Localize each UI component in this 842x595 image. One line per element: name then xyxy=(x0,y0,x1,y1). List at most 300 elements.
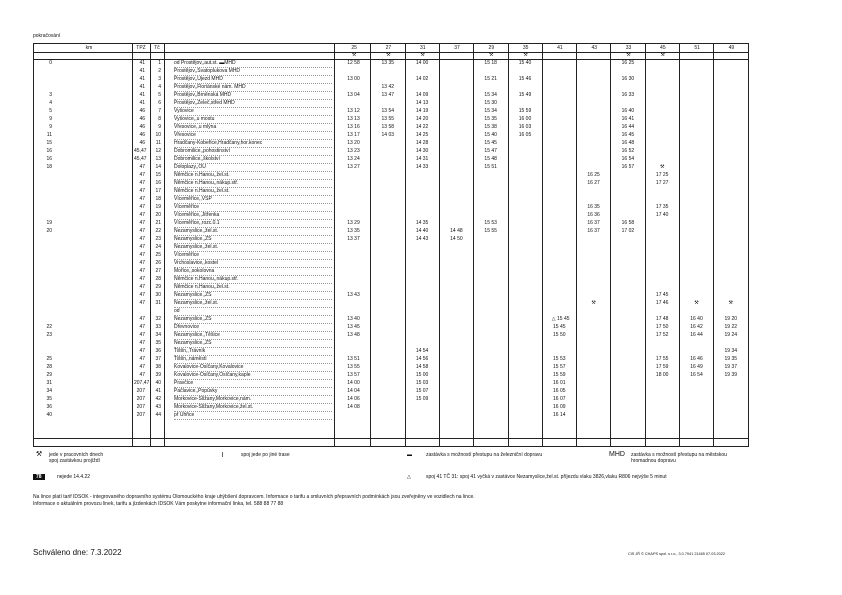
workday-symbol: ⚒ xyxy=(626,52,631,58)
station-name: Hradčany-Kobeřice,Hradčany,hor.konec xyxy=(174,140,332,148)
departure-time: 16 27 xyxy=(587,180,600,186)
departure-time: 14 02 xyxy=(415,76,429,82)
tpz-value: 207 xyxy=(136,404,145,410)
departure-time: 13 00 xyxy=(347,76,360,82)
train-icon: ▬ xyxy=(407,452,412,458)
station-row xyxy=(34,108,748,115)
departure-time: 14 22 xyxy=(415,124,429,130)
departure-time: 17 48 xyxy=(655,316,669,322)
divider xyxy=(405,44,406,446)
station-row xyxy=(34,364,748,371)
station-row xyxy=(34,212,748,219)
km-value: 16 xyxy=(46,148,52,154)
tpz-value: 47 xyxy=(139,348,145,354)
station-row xyxy=(34,148,748,155)
departure-time: 16 58 xyxy=(621,220,635,226)
stop-number: 19 xyxy=(155,204,161,210)
km-value: 0 xyxy=(49,60,52,66)
stop-number: 9 xyxy=(158,124,161,130)
legend-mhd-transfer: zastávka s možností přestupu na městskou hromadnou dopravu xyxy=(631,452,727,464)
departure-time: 17 50 xyxy=(655,324,669,330)
station-row xyxy=(34,100,748,107)
departure-time: 16 49 xyxy=(690,364,703,370)
stop-number: 3 xyxy=(158,76,161,82)
legend-workdays: jede v pracovních dnech xyxy=(49,452,104,458)
station-row xyxy=(34,236,748,243)
km-value: 34 xyxy=(46,388,52,394)
departure-time: 14 03 xyxy=(381,132,395,138)
train-number: 43 xyxy=(591,45,598,51)
departure-time: 19 34 xyxy=(724,348,738,354)
stop-number: 13 xyxy=(155,156,161,162)
tpz-value: 47 xyxy=(139,268,145,274)
departure-time: 16 14 xyxy=(553,412,566,418)
station-name: Pravčice xyxy=(174,380,332,388)
station-name: Morkovice-Slížany,Morkovice,žel.st. xyxy=(174,404,332,412)
tpz-value: 47 xyxy=(139,244,145,250)
stop-number: 27 xyxy=(155,268,161,274)
station-name: Dobromilice,,školství xyxy=(174,156,332,164)
station-name: Němčice n.Hanou,,žel.st. xyxy=(174,284,332,292)
stop-number: 6 xyxy=(158,100,161,106)
km-value: 9 xyxy=(49,116,52,122)
station-name: Nezamyslice,,Těšice xyxy=(174,332,332,340)
tpz-value: 46 xyxy=(139,132,145,138)
departure-time: 14 48 xyxy=(450,228,463,234)
station-row xyxy=(34,268,748,275)
station-row xyxy=(34,324,748,331)
workday-symbol: ⚒ xyxy=(351,52,357,58)
tpz-value: 47 xyxy=(139,212,145,218)
station-row xyxy=(34,396,748,403)
stop-number: 25 xyxy=(155,252,161,258)
departure-time: 17 40 xyxy=(655,212,669,218)
station-row xyxy=(34,204,748,211)
tpz-value: 47 xyxy=(139,324,145,330)
tpz-value: 47 xyxy=(139,164,145,170)
departure-time: 13 23 xyxy=(347,148,360,154)
departure-time: 16 45 xyxy=(621,132,635,138)
station-name: Tištín,,Trávník xyxy=(174,348,332,356)
departure-time: 15 07 xyxy=(415,388,429,394)
tpz-value: 47 xyxy=(139,332,145,338)
departure-time: 16 09 xyxy=(553,404,566,410)
divider xyxy=(34,438,748,439)
badge-78-label: 78 xyxy=(33,474,45,480)
km-value: 29 xyxy=(46,372,52,378)
stop-number: 17 xyxy=(155,188,161,194)
departure-time: 13 43 xyxy=(347,292,360,298)
departure-time: 15 34 xyxy=(484,108,497,114)
workday-symbol: ⚒ xyxy=(660,52,666,58)
departure-time: 13 40 xyxy=(347,316,360,322)
stop-number: 29 xyxy=(155,284,161,290)
divider xyxy=(645,44,646,446)
departure-time: 16 30 xyxy=(621,76,635,82)
departure-time: 15 49 xyxy=(518,92,532,98)
tpz-value: 207 xyxy=(136,388,145,394)
departure-time: 15 00 xyxy=(415,372,429,378)
departure-time: 19 24 xyxy=(724,332,738,338)
train-number: 49 xyxy=(728,45,735,51)
departure-time: 15 09 xyxy=(415,396,429,402)
station-name: Pačlavice,,Popůvky xyxy=(174,388,332,396)
tpz-value: 41 xyxy=(139,84,145,90)
stop-number: 33 xyxy=(155,324,161,330)
departure-time: 16 03 xyxy=(518,124,532,130)
departure-time: 14 09 xyxy=(415,92,429,98)
departure-time: 14 31 xyxy=(415,156,429,162)
station-name: od Prostějov,,aut.st. ▬MHD xyxy=(174,60,332,68)
departure-time: 15 48 xyxy=(484,156,497,162)
station-row xyxy=(34,284,748,291)
tpz-value: 47 xyxy=(139,316,145,322)
tpz-value: 47 xyxy=(139,228,145,234)
station-name: Vřesovice xyxy=(174,132,332,140)
station-row xyxy=(34,380,748,387)
km-value: 35 xyxy=(46,396,52,402)
stop-number: 26 xyxy=(155,260,161,266)
departure-time: 15 57 xyxy=(553,364,566,370)
divider xyxy=(439,44,440,446)
departure-time: 13 51 xyxy=(347,356,360,362)
station-name: Prostějov,,Újezd MHD xyxy=(174,76,332,84)
departure-time: 19 20 xyxy=(724,316,738,322)
departure-time: ⚒ xyxy=(694,300,699,306)
departure-time: 19 22 xyxy=(724,324,738,330)
departure-time: 16 01 xyxy=(553,380,566,386)
triangle-icon: △ xyxy=(407,474,411,480)
note-line-2: Informace o aktuálním provozu linek, tarifu a jízdenkách IDSOK Vám poskytne informační linka, tel. 588 88 77 88 xyxy=(33,500,284,507)
departure-time: 15 59 xyxy=(553,372,566,378)
stop-number: 2 xyxy=(158,68,161,74)
stop-number: 21 xyxy=(155,220,161,226)
station-name: Doloplazy,,OÚ xyxy=(174,164,332,172)
departure-time: 19 37 xyxy=(724,364,738,370)
departure-time: 16 25 xyxy=(587,172,600,178)
departure-time: 16 52 xyxy=(621,148,635,154)
workday-symbol: ⚒ xyxy=(489,52,494,58)
departure-time: 15 38 xyxy=(484,124,497,130)
departure-time: 13 20 xyxy=(347,140,360,146)
tpz-value: 41 xyxy=(139,92,145,98)
km-value: 11 xyxy=(46,132,52,138)
departure-time: 19 35 xyxy=(724,356,738,362)
stop-number: 14 xyxy=(155,164,161,170)
departure-time: ⚒ xyxy=(659,164,665,170)
departure-time: 15 47 xyxy=(484,148,497,154)
departure-time: 15 35 xyxy=(484,116,497,122)
departure-time: ⚒ xyxy=(591,300,596,306)
train-number: 27 xyxy=(385,45,392,51)
stop-number: 40 xyxy=(155,380,161,386)
station-row xyxy=(34,76,748,83)
station-name: Tištín,,náměstí xyxy=(174,356,332,364)
departure-time: ⚒ xyxy=(728,300,734,306)
departure-time: 13 27 xyxy=(347,164,360,170)
departure-time: 15 46 xyxy=(518,76,532,82)
departure-time: 13 29 xyxy=(347,220,360,226)
train-number: 33 xyxy=(625,45,632,51)
stop-number: 32 xyxy=(155,316,161,322)
departure-time: 15 51 xyxy=(484,164,497,170)
departure-time: 14 25 xyxy=(415,132,429,138)
stop-number: 20 xyxy=(155,212,161,218)
departure-time: 13 17 xyxy=(347,132,360,138)
station-row xyxy=(34,180,748,187)
tpz-value: 46 xyxy=(139,116,145,122)
tpz-value: 46 xyxy=(139,140,145,146)
departure-time: 16 48 xyxy=(621,140,635,146)
station-name: Kovalovice-Osíčany,Kovalovice xyxy=(174,364,332,372)
tpz-value: 41 xyxy=(139,60,145,66)
departure-time: 14 28 xyxy=(415,140,429,146)
hammer-icon: ⚒ xyxy=(35,451,43,458)
station-row xyxy=(34,92,748,99)
badge-78 xyxy=(33,474,45,480)
station-row xyxy=(34,196,748,203)
departure-time: 14 00 xyxy=(347,380,360,386)
stop-number: 10 xyxy=(155,132,161,138)
km-value: 9 xyxy=(49,124,52,130)
departure-time: 13 48 xyxy=(347,332,360,338)
stop-number: 42 xyxy=(155,396,161,402)
legend-connection-wait: spoj 41 TČ 31: spoj 41 vyčká v zastávce Nezamyslice,žel.st. příjezdu vlaku 3826,vlaku R806 nejvýše 5 minut xyxy=(426,474,667,480)
departure-time: 15 53 xyxy=(484,220,497,226)
station-name: Nezamyslice,,ZŠ xyxy=(174,316,332,324)
departure-time: 15 45 xyxy=(553,324,566,330)
train-number: 25 xyxy=(351,45,357,51)
station-row xyxy=(34,252,748,259)
departure-time: 16 54 xyxy=(690,372,703,378)
departure-time: 16 05 xyxy=(553,388,566,394)
continuation-label: pokračování xyxy=(33,33,61,39)
station-name: Nezamyslice,,ZŠ xyxy=(174,292,332,300)
departure-time: 17 25 xyxy=(655,172,669,178)
station-name: Vyšovice xyxy=(174,108,332,116)
stop-number: 31 xyxy=(155,300,161,306)
divider xyxy=(713,44,714,446)
stop-number: 23 xyxy=(155,236,161,242)
departure-time: △ 15 45 xyxy=(551,316,570,322)
departure-time: 13 42 xyxy=(381,84,395,90)
station-row xyxy=(34,260,748,267)
tpz-value: 47 xyxy=(139,340,145,346)
stop-number: 16 xyxy=(155,180,161,186)
station-name: Němčice n.Hanou,,žel.st. xyxy=(174,188,332,196)
station-row xyxy=(34,60,748,67)
train-number: 35 xyxy=(522,45,529,51)
tpz-value: 41 xyxy=(139,100,145,106)
departure-time: 13 55 xyxy=(381,116,395,122)
departure-time: 16 07 xyxy=(553,396,566,402)
station-name: Kovalovice-Osíčany,Osíčany,kaple xyxy=(174,372,332,380)
mhd-label: MHD xyxy=(609,451,625,458)
departure-time: 17 35 xyxy=(655,204,669,210)
departure-time: 14 35 xyxy=(415,220,429,226)
station-name: Prostějov,,Brněnská MHD xyxy=(174,92,332,100)
tpz-value: 207,47 xyxy=(134,380,150,386)
stop-number: 43 xyxy=(155,404,161,410)
departure-time: 13 57 xyxy=(347,372,360,378)
departure-time: 16 37 xyxy=(587,228,600,234)
departure-time: 15 40 xyxy=(518,60,532,66)
km-value: 5 xyxy=(49,108,52,114)
departure-time: 15 18 xyxy=(484,60,497,66)
station-row xyxy=(34,300,748,307)
departure-time: 17 45 xyxy=(655,292,669,298)
station-row xyxy=(34,412,748,419)
departure-time: 17 27 xyxy=(655,180,669,186)
departure-time: 15 40 xyxy=(484,132,497,138)
departure-time: 15 55 xyxy=(484,228,497,234)
departure-time: 15 59 xyxy=(518,108,532,114)
departure-time: 14 50 xyxy=(450,236,463,242)
departure-time: 16 41 xyxy=(621,116,635,122)
departure-time: 13 55 xyxy=(347,364,360,370)
tpz-value: 47 xyxy=(139,292,145,298)
departure-time: 18 00 xyxy=(655,372,669,378)
stop-number: 8 xyxy=(158,116,161,122)
stop-number: 41 xyxy=(155,388,161,394)
departure-time: 13 13 xyxy=(347,116,360,122)
station-name: Víceměřice,,rozc.0.1 xyxy=(174,220,332,228)
stop-number: 5 xyxy=(158,92,161,98)
stop-number: 37 xyxy=(155,356,161,362)
departure-time: 16 42 xyxy=(690,324,703,330)
departure-time: 16 46 xyxy=(690,356,703,362)
stop-number: 24 xyxy=(155,244,161,250)
stop-number: 28 xyxy=(155,276,161,282)
departure-time: 17 55 xyxy=(655,356,669,362)
divider xyxy=(508,44,509,446)
tpz-value: 47 xyxy=(139,236,145,242)
station-row xyxy=(34,308,748,315)
tpz-value: 47 xyxy=(139,372,145,378)
departure-time: 16 25 xyxy=(621,60,635,66)
tpz-value: 47 xyxy=(139,188,145,194)
departure-time: 15 50 xyxy=(553,332,566,338)
station-row xyxy=(34,316,748,323)
km-value: 28 xyxy=(46,364,52,370)
station-row xyxy=(34,140,748,147)
station-row xyxy=(34,388,748,395)
km-value: 40 xyxy=(46,412,52,418)
stop-number: 4 xyxy=(158,84,161,90)
tpz-value: 41 xyxy=(139,76,145,82)
km-header: km xyxy=(85,45,93,51)
note-line-1: Na lince platí tarif IDSOK - integrovaného dopravního systému Olomouckého kraje uhýbšení dopravcem. Informace o tarifu a smluvních přepravních podmínkách jsou zveřejněny ve vozidlech na lince. xyxy=(33,494,475,500)
km-value: 23 xyxy=(46,332,52,338)
approval-date: Schváleno dne: 7.3.2022 xyxy=(33,548,122,557)
tpz-value: 207 xyxy=(136,412,145,418)
departure-time: 16 00 xyxy=(518,116,532,122)
station-name: Nezamyslice,,ZŠ xyxy=(174,340,332,348)
station-row xyxy=(34,188,748,195)
train-number: 51 xyxy=(694,45,700,51)
legend-not-running: nejede 14.4.22 xyxy=(57,474,91,480)
station-name: Prostějov,,Svatoplukova MHD xyxy=(174,68,332,76)
tpz-value: 46 xyxy=(139,124,145,130)
tpz-value: 47 xyxy=(139,260,145,266)
tpz-value: 47 xyxy=(139,180,145,186)
departure-time: 13 04 xyxy=(347,92,360,98)
station-row xyxy=(34,292,748,299)
station-row xyxy=(34,84,748,91)
tariff-note xyxy=(33,494,753,507)
km-value: 25 xyxy=(46,356,52,362)
departure-time: 16 35 xyxy=(587,204,600,210)
km-value: 4 xyxy=(49,100,52,106)
station-name: Dřevnovice xyxy=(174,324,332,332)
train-number: 29 xyxy=(488,45,495,51)
station-name: Morkovice-Slížany,Morkovice,nám. xyxy=(174,396,332,404)
stop-number: 22 xyxy=(155,228,161,234)
stop-number: 1 xyxy=(158,60,161,66)
departure-time: 16 44 xyxy=(621,124,635,130)
station-name: Nezamyslice,,žel.st. xyxy=(174,244,332,252)
stop-number: 36 xyxy=(155,348,161,354)
station-name: Prostějov,,Želeč,střed MHD xyxy=(174,100,332,108)
station-name: Víceměřice,,Jitřenka xyxy=(174,212,332,220)
km-value: 16 xyxy=(46,156,52,162)
departure-time: 14 08 xyxy=(347,404,360,410)
station-row xyxy=(34,404,748,411)
tpz-value: 47 xyxy=(139,276,145,282)
station-row xyxy=(34,356,748,363)
departure-time: 13 54 xyxy=(381,108,395,114)
tpz-value: 47 xyxy=(139,364,145,370)
station-name: Němčice n.Hanou,,žel.st. xyxy=(174,172,332,180)
departure-time: 19 39 xyxy=(724,372,738,378)
departure-time: 15 45 xyxy=(484,140,497,146)
station-name: Nezamyslice,,žel.st. xyxy=(174,228,332,236)
departure-time: 13 45 xyxy=(347,324,360,330)
departure-time: 13 58 xyxy=(381,124,395,130)
departure-time: 12 58 xyxy=(347,60,360,66)
km-value: 22 xyxy=(46,324,52,330)
legend-other-route: spoj jede po jiné trase xyxy=(241,452,290,458)
departure-time: 14 54 xyxy=(415,348,429,354)
departure-time: 17 46 xyxy=(655,300,669,306)
departure-time: 16 40 xyxy=(621,108,635,114)
departure-time: 16 37 xyxy=(587,220,600,226)
divider xyxy=(370,44,371,446)
km-value: 36 xyxy=(46,404,52,410)
divider xyxy=(610,44,611,446)
departure-time: 14 19 xyxy=(415,108,429,114)
footer-code: CIS JŘ © CHAPS spol. s r.o., 3.0.7941 21465 07.03.2022 xyxy=(628,552,725,556)
tpz-value: 47 xyxy=(139,284,145,290)
station-name: Víceměřice xyxy=(174,252,332,260)
departure-time: 13 35 xyxy=(347,228,360,234)
departure-time: 13 12 xyxy=(347,108,360,114)
train-number: 45 xyxy=(660,45,666,51)
station-row xyxy=(34,340,748,347)
station-row xyxy=(34,372,748,379)
station-row xyxy=(34,228,748,235)
station-name: Vrchoslavice,,kostel xyxy=(174,260,332,268)
station-row xyxy=(34,164,748,171)
departure-time: 15 30 xyxy=(484,100,497,106)
stop-number: 18 xyxy=(155,196,161,202)
km-value: 3 xyxy=(49,92,52,98)
departure-time: 14 04 xyxy=(347,388,360,394)
departure-time: 15 34 xyxy=(484,92,497,98)
km-value: 20 xyxy=(46,228,52,234)
station-name: př Uhřice xyxy=(174,412,332,420)
station-name: Víceměřice xyxy=(174,204,332,212)
